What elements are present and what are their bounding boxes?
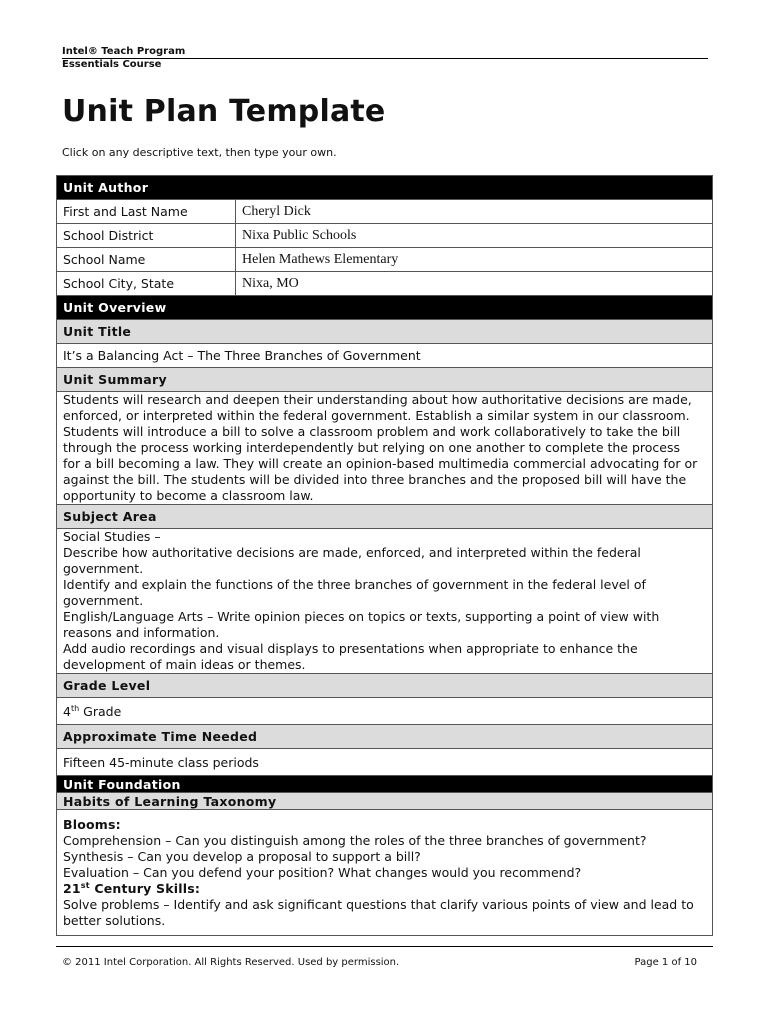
- footer-rule: [56, 946, 713, 947]
- blooms-line: Comprehension – Can you distinguish among the roles of the three branches of government?: [63, 832, 647, 848]
- course-name: Essentials Course: [62, 59, 162, 70]
- field-label: First and Last Name: [57, 200, 236, 224]
- summary-line: through the process working interdependently but relying on one another to complete the process: [63, 440, 681, 455]
- skills-suffix: st: [80, 880, 90, 890]
- page-title: Unit Plan Template: [62, 94, 386, 129]
- grade-word: Grade: [79, 703, 122, 719]
- subject-line: Identify and explain the functions of the three branches of government in the federal level of: [63, 577, 646, 592]
- subheading-habits-of-learning: [57, 793, 713, 810]
- section-heading: Unit Author: [57, 176, 713, 200]
- author-row-name: [57, 200, 713, 224]
- unit-summary-row: [57, 392, 713, 505]
- skills-word: Century Skills:: [89, 880, 201, 896]
- school-district-field[interactable]: Nixa Public Schools: [236, 224, 713, 248]
- summary-line: opportunity to become a classroom law.: [63, 488, 314, 503]
- section-unit-overview: [57, 296, 713, 320]
- skills-line: Solve problems – Identify and ask significant questions that clarify various points of view and lead to: [63, 896, 694, 912]
- summary-line: Students will research and deepen their understanding about how authoritative decisions are made,: [63, 392, 692, 407]
- author-row-district: [57, 224, 713, 248]
- summary-line: for a bill becoming a law. They will create an opinion-based multimedia commercial advocating for or: [63, 456, 698, 471]
- time-needed-field[interactable]: Fifteen 45-minute class periods: [57, 749, 713, 776]
- summary-line: Students will introduce a bill to solve a classroom problem and work collaboratively to take the bill: [63, 424, 681, 439]
- unit-title-field[interactable]: It’s a Balancing Act – The Three Branches of Government: [57, 344, 713, 368]
- subheading: Subject Area: [57, 505, 713, 529]
- grade-level-row: [57, 698, 713, 725]
- skills-line: better solutions.: [63, 912, 166, 928]
- subject-line: English/Language Arts – Write opinion pieces on topics or texts, supporting a point of view with: [63, 609, 660, 624]
- unit-summary-field[interactable]: [57, 392, 713, 505]
- grade-suffix: th: [70, 703, 80, 713]
- grade-level-field[interactable]: [57, 698, 713, 725]
- subheading: Grade Level: [57, 674, 713, 698]
- time-needed-row: [57, 749, 713, 776]
- author-row-city: [57, 272, 713, 296]
- author-name-field[interactable]: Cheryl Dick: [236, 200, 713, 224]
- subject-area-row: [57, 529, 713, 674]
- field-label: School District: [57, 224, 236, 248]
- section-heading: Unit Foundation: [57, 776, 713, 793]
- subheading: Unit Summary: [57, 368, 713, 392]
- header-rule: [62, 58, 708, 59]
- section-heading: Unit Overview: [57, 296, 713, 320]
- subheading: Approximate Time Needed: [57, 725, 713, 749]
- habits-field[interactable]: [57, 810, 713, 936]
- field-label: School City, State: [57, 272, 236, 296]
- subheading: Unit Title: [57, 320, 713, 344]
- subheading-unit-title: [57, 320, 713, 344]
- blooms-line: Evaluation – Can you defend your position? What changes would you recommend?: [63, 864, 582, 880]
- subheading: Habits of Learning Taxonomy: [57, 793, 713, 810]
- subheading-unit-summary: [57, 368, 713, 392]
- subject-line: Add audio recordings and visual displays to presentations when appropriate to enhance the: [63, 641, 638, 656]
- instruction-text: Click on any descriptive text, then type your own.: [62, 146, 337, 159]
- subject-line: government.: [63, 561, 144, 576]
- field-label: School Name: [57, 248, 236, 272]
- subheading-subject-area: [57, 505, 713, 529]
- section-unit-foundation: [57, 776, 713, 793]
- section-unit-author: [57, 176, 713, 200]
- blooms-heading: Blooms:: [63, 816, 121, 832]
- school-city-field[interactable]: Nixa, MO: [236, 272, 713, 296]
- habits-row: [57, 810, 713, 936]
- author-row-school: [57, 248, 713, 272]
- copyright-notice: © 2011 Intel Corporation. All Rights Reserved. Used by permission.: [62, 957, 400, 968]
- subject-line: government.: [63, 593, 144, 608]
- subject-line: reasons and information.: [63, 625, 220, 640]
- subject-line: development of main ideas or themes.: [63, 657, 306, 672]
- summary-line: enforced, or interpreted within the federal government. Establish a similar system in our classroom.: [63, 408, 690, 423]
- grade-number: 4: [63, 703, 71, 719]
- document-header: [62, 45, 708, 71]
- subheading-time-needed: [57, 725, 713, 749]
- page-number: Page 1 of 10: [634, 957, 697, 968]
- subject-line: Describe how authoritative decisions are made, enforced, and interpreted within the federal: [63, 545, 641, 560]
- summary-line: against the bill. The students will be divided into three branches and the proposed bill will have the: [63, 472, 687, 487]
- blooms-line: Synthesis – Can you develop a proposal to support a bill?: [63, 848, 421, 864]
- program-name: Intel® Teach Program: [62, 46, 186, 57]
- school-name-field[interactable]: Helen Mathews Elementary: [236, 248, 713, 272]
- skills-number: 21: [63, 880, 81, 896]
- subheading-grade-level: [57, 674, 713, 698]
- unit-plan-table: [56, 175, 713, 936]
- subject-line: Social Studies –: [63, 529, 161, 544]
- subject-area-field[interactable]: [57, 529, 713, 674]
- unit-title-row: [57, 344, 713, 368]
- skills-heading: [63, 881, 712, 897]
